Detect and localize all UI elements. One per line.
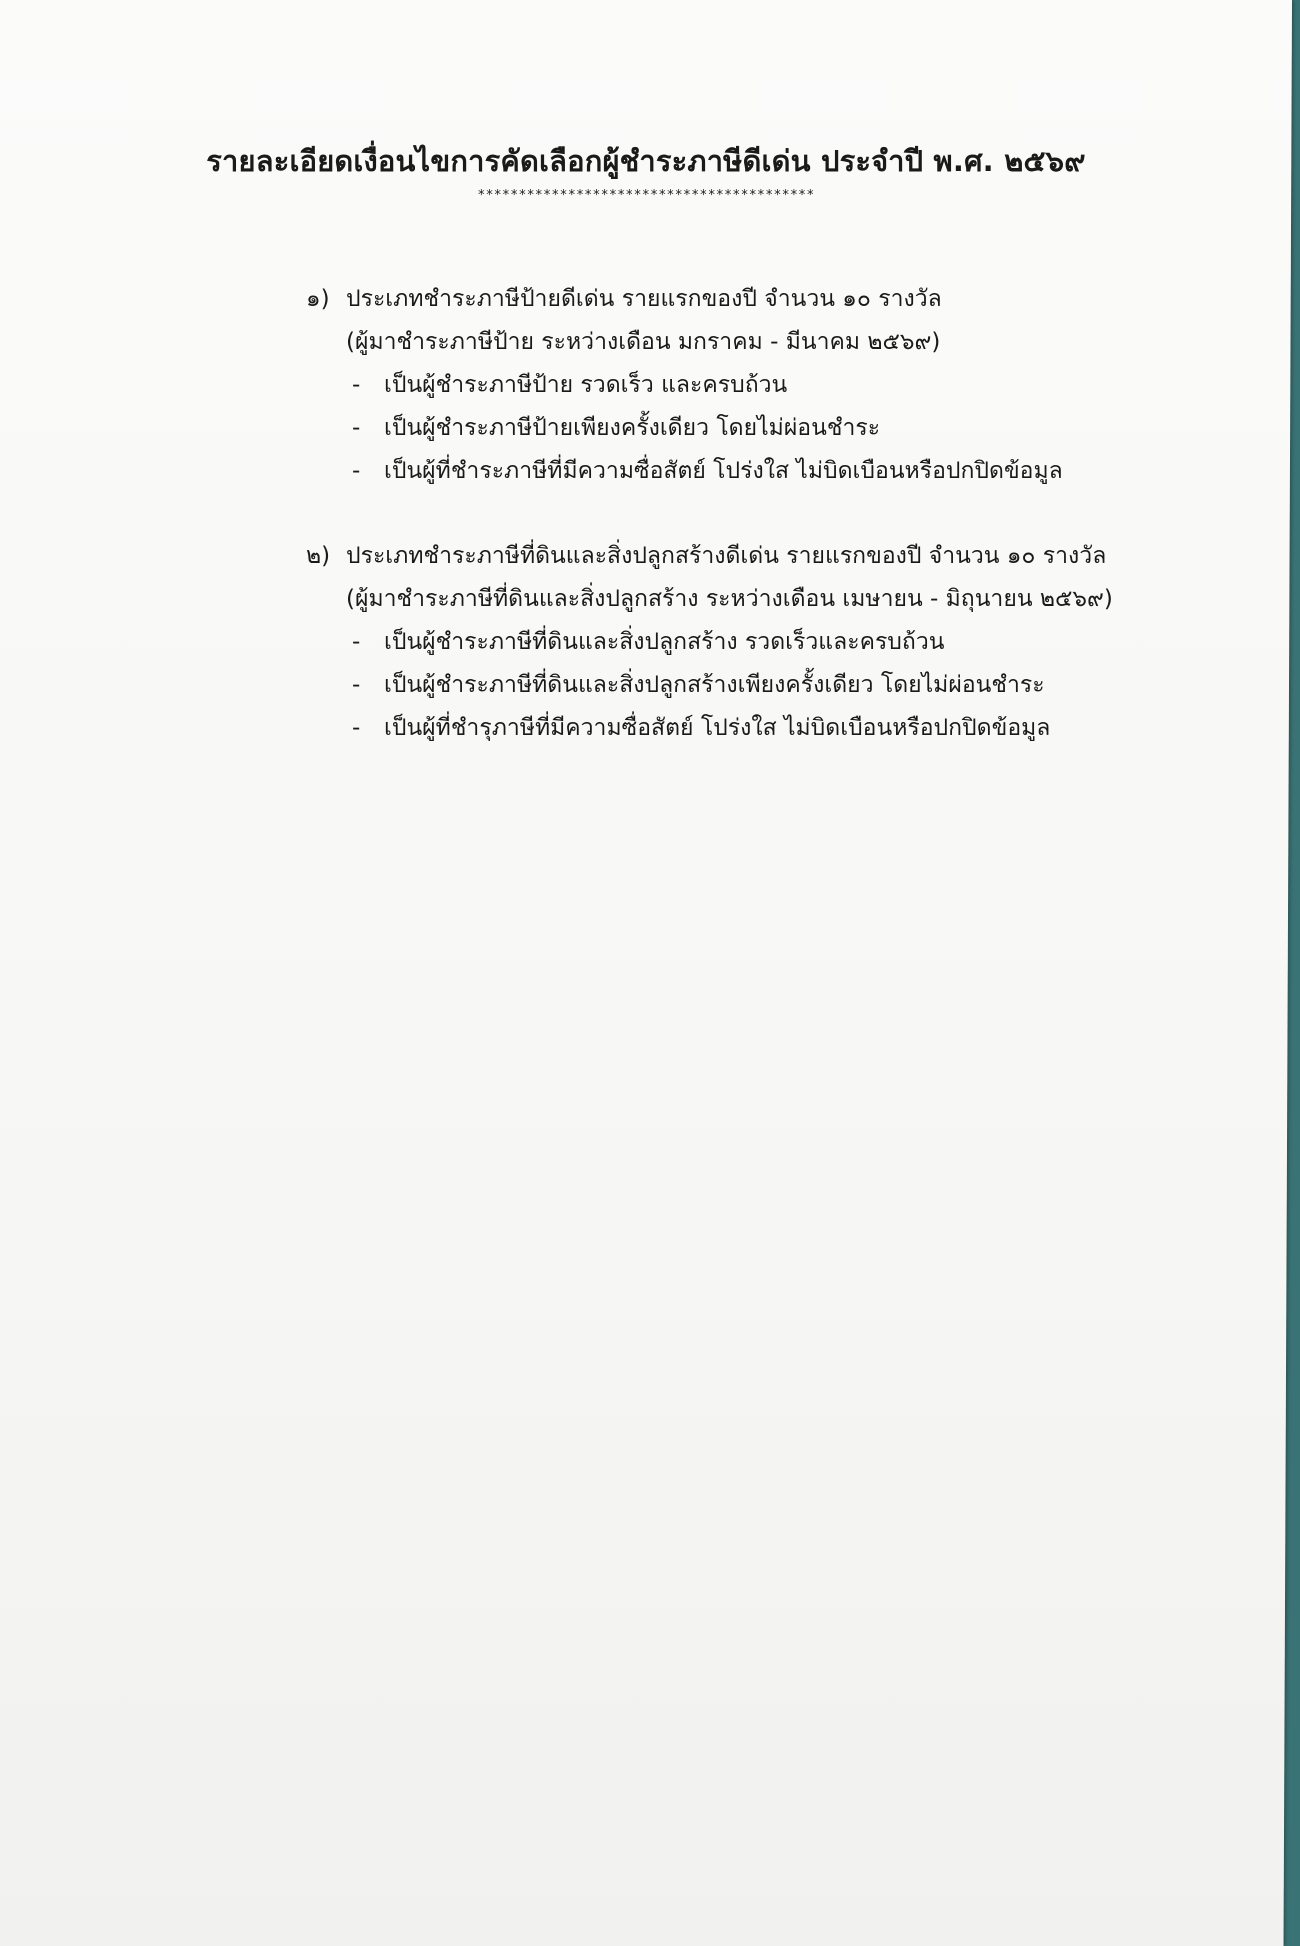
section-number: ๑)	[306, 286, 330, 312]
section-heading: ประเภทชำระภาษีป้ายดีเด่น รายแรกของปี จำนวน ๑๐ รางวัล	[346, 286, 942, 312]
list-item	[306, 364, 1126, 407]
bullet-marker: -	[352, 458, 361, 484]
bullet-marker: -	[352, 715, 361, 741]
section-heading: ประเภทชำระภาษีที่ดินและสิ่งปลูกสร้างดีเด่น รายแรกของปี จำนวน ๑๐ รางวัล	[346, 543, 1107, 569]
bullet-marker: -	[352, 629, 361, 655]
bullet-marker: -	[352, 415, 361, 441]
bullet-marker: -	[352, 372, 361, 398]
bullet-text: เป็นผู้ชำระภาษีที่ดินและสิ่งปลูกสร้าง รวดเร็วและครบถ้วน	[384, 629, 945, 655]
bullet-text: เป็นผู้ที่ชำรุภาษีที่มีความซื่อสัตย์ โปร่งใส ไม่บิดเบือนหรือปกปิดข้อมูล	[384, 715, 1051, 741]
list-item	[306, 707, 1126, 750]
section-heading-line	[306, 535, 1126, 578]
section-number: ๒)	[306, 543, 331, 569]
bullet-text: เป็นผู้ชำระภาษีที่ดินและสิ่งปลูกสร้างเพียงครั้งเดียว โดยไม่ผ่อนชำระ	[384, 672, 1045, 698]
bullet-text: เป็นผู้ชำระภาษีป้าย รวดเร็ว และครบถ้วน	[384, 372, 788, 398]
section-period: (ผู้มาชำระภาษีที่ดินและสิ่งปลูกสร้าง ระหว่างเดือน เมษายน - มิถุนายน ๒๕๖๙)	[346, 586, 1113, 612]
list-item	[306, 407, 1126, 450]
section-2	[306, 535, 1126, 750]
list-item	[306, 664, 1126, 707]
bullet-text: เป็นผู้ชำระภาษีป้ายเพียงครั้งเดียว โดยไม่ผ่อนชำระ	[384, 415, 881, 441]
list-item	[306, 621, 1126, 664]
title-separator: *****************************************	[477, 188, 815, 203]
document-title: รายละเอียดเงื่อนไขการคัดเลือกผู้ชำระภาษีดีเด่น ประจำปี พ.ศ. ๒๕๖๙	[206, 144, 1086, 178]
section-heading-line	[306, 278, 1126, 321]
bullet-text: เป็นผู้ที่ชำระภาษีที่มีความซื่อสัตย์ โปร่งใส ไม่บิดเบือนหรือปกปิดข้อมูล	[384, 458, 1063, 484]
section-period: (ผู้มาชำระภาษีป้าย ระหว่างเดือน มกราคม - มีนาคม ๒๕๖๙)	[346, 329, 941, 355]
bullet-marker: -	[352, 672, 361, 698]
list-item	[306, 450, 1126, 493]
section-1	[306, 278, 1126, 493]
